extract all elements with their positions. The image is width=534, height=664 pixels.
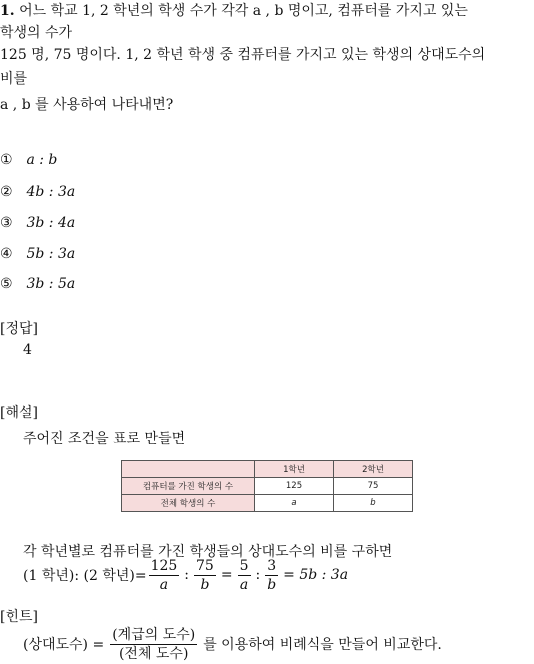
- fraction-denominator: a: [239, 576, 249, 593]
- fraction-numerator: 3: [267, 557, 277, 574]
- table-cell: 125: [255, 478, 334, 495]
- fraction-numerator: 75: [196, 557, 214, 574]
- table-row-header: 컴퓨터를 가진 학생의 수: [122, 478, 255, 495]
- table-cell: 75: [334, 478, 413, 495]
- hint-label: [힌트]: [0, 609, 38, 625]
- fraction-denominator: b: [267, 576, 277, 593]
- fraction-numerator: 125: [150, 557, 178, 574]
- fraction: [238, 557, 251, 594]
- choice-5[interactable]: [0, 276, 75, 292]
- hint-lhs: (상대도수) =: [23, 637, 105, 653]
- answer-value: 4: [23, 342, 32, 358]
- choice-text: 4b : 3a: [26, 184, 76, 200]
- hint-denominator: (전체 도수): [118, 645, 189, 662]
- choice-2[interactable]: [0, 184, 75, 200]
- formula-colon: :: [255, 567, 261, 583]
- formula-result: = 5b : 3a: [283, 567, 349, 583]
- answer-label: [정답]: [0, 321, 38, 337]
- choice-3[interactable]: [0, 215, 75, 231]
- fraction-numerator: 5: [239, 557, 249, 574]
- table-header-row: [122, 461, 413, 478]
- frequency-table: [121, 460, 413, 512]
- choice-mark: ④: [0, 246, 13, 262]
- question-line-3: 125 명, 75 명이다. 1, 2 학년 학생 중 컴퓨터를 가지고 있는 학생의 상대도수의: [0, 47, 486, 63]
- choice-mark: ①: [0, 152, 13, 168]
- explanation-line-2: 각 학년별로 컴퓨터를 가진 학생들의 상대도수의 비를 구하면: [23, 544, 393, 560]
- hint-formula: [23, 624, 442, 664]
- choice-1[interactable]: [0, 152, 57, 168]
- choice-mark: ②: [0, 184, 13, 200]
- choice-text: 5b : 3a: [26, 246, 76, 262]
- choice-4[interactable]: [0, 246, 75, 262]
- table-row-header: 전체 학생의 수: [122, 495, 255, 512]
- explanation-label: [해설]: [0, 405, 38, 421]
- question-text-1: 어느 학교 1, 2 학년의 학생 수가 각각 a , b 명이고, 컴퓨터를 가지고 있는: [19, 3, 468, 19]
- choice-text: a : b: [26, 152, 58, 168]
- table-cell: b: [334, 495, 413, 512]
- table-header-cell: [122, 461, 255, 478]
- fraction: [149, 557, 180, 594]
- choice-text: 3b : 5a: [26, 276, 76, 292]
- ratio-formula: [23, 555, 348, 595]
- question-line-5: a , b 를 사용하여 나타내면?: [0, 97, 174, 113]
- formula-equals: =: [220, 567, 233, 583]
- question-line-1: [0, 0, 468, 20]
- question-number: 1.: [0, 3, 15, 19]
- question-line-2: 학생의 수가: [0, 25, 73, 41]
- choice-text: 3b : 4a: [26, 215, 76, 231]
- table-cell: a: [255, 495, 334, 512]
- table-row: [122, 495, 413, 512]
- hint-fraction: [110, 626, 197, 663]
- choice-mark: ⑤: [0, 276, 13, 292]
- fraction-denominator: a: [159, 576, 169, 593]
- formula-colon: :: [184, 567, 190, 583]
- table-row: [122, 478, 413, 495]
- explanation-intro: 주어진 조건을 표로 만들면: [23, 431, 186, 447]
- question-line-4: 비를: [0, 71, 28, 87]
- fraction: [265, 557, 278, 594]
- choice-mark: ③: [0, 215, 13, 231]
- fraction-denominator: b: [200, 576, 210, 593]
- table-header-cell: 1학년: [255, 461, 334, 478]
- table-header-cell: 2학년: [334, 461, 413, 478]
- formula-prefix: (1 학년): (2 학년)=: [23, 568, 147, 584]
- hint-numerator: (계급의 도수): [112, 626, 196, 643]
- fraction: [194, 557, 216, 594]
- hint-tail: 를 이용하여 비례식을 만들어 비교한다.: [203, 637, 442, 653]
